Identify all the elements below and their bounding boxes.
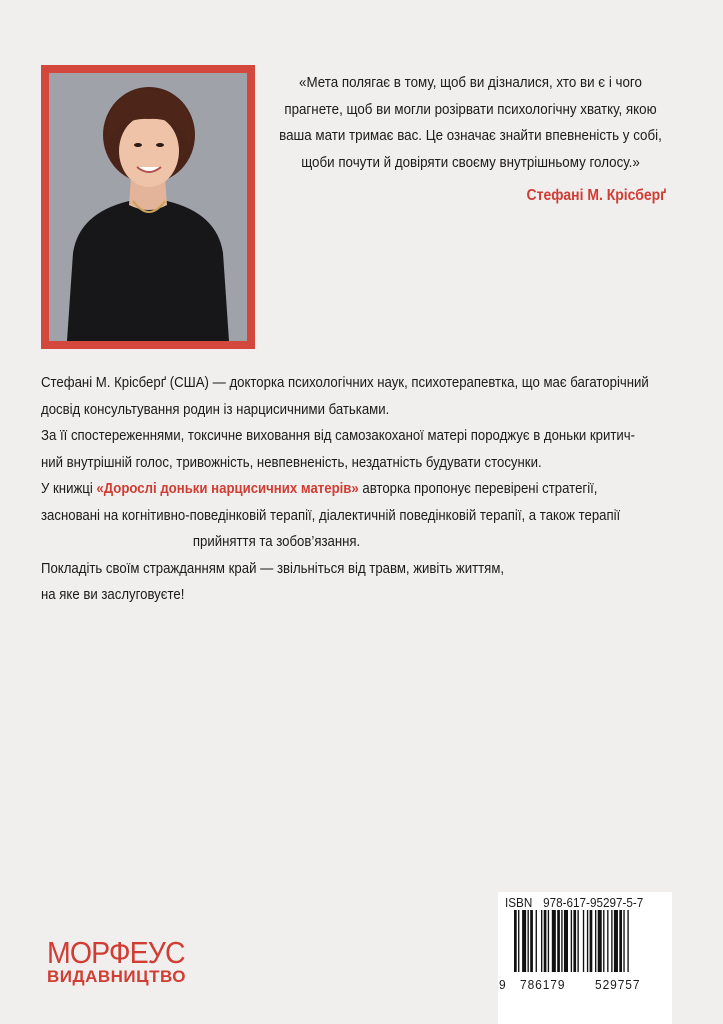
bio-book-prefix: У книжці	[41, 480, 97, 497]
bio-line: досвід консультування родин із нарцисичними батьками.	[41, 400, 390, 418]
barcode-bar	[518, 910, 519, 972]
barcode-bar	[541, 910, 542, 972]
barcode-bar	[577, 910, 578, 972]
barcode-digits-right: 529757	[595, 977, 641, 992]
publisher-subtitle: ВИДАВНИЦТВО	[47, 967, 187, 986]
quote-line: прагнете, щоб ви могли розірвати психологічну хватку, якою	[284, 100, 657, 118]
barcode-bar	[557, 910, 560, 972]
barcode-digits-left: 786179	[520, 977, 566, 992]
bio-closing-line: на яке ви заслуговуєте!	[41, 586, 185, 603]
barcode-bar	[530, 910, 533, 972]
barcode-bar	[552, 910, 556, 972]
quote-line: ваша мати тримає вас. Це означає знайти впевненість у собі,	[279, 127, 662, 144]
barcode-bar	[627, 910, 628, 972]
barcode-bar	[607, 910, 608, 972]
isbn-label	[505, 895, 643, 910]
barcode-bar	[595, 910, 596, 972]
author-photo-frame	[41, 65, 255, 349]
barcode-bar	[548, 910, 549, 972]
barcode-bar	[522, 910, 526, 972]
bio-closing-line: Покладіть своїм стражданням край — звільніться від травм, живіть життям,	[41, 559, 505, 577]
barcode-bar	[536, 910, 537, 972]
author-bio	[41, 370, 666, 609]
barcode	[498, 910, 672, 980]
author-quote	[276, 70, 665, 176]
barcode-digit-first: 9	[499, 977, 507, 992]
barcode-bar	[614, 910, 618, 972]
bio-book-suffix: авторка пропонує перевірені стратегії,	[358, 480, 598, 497]
isbn-number: 978-617-95297-5-7	[543, 895, 644, 910]
publisher-logo	[47, 937, 197, 985]
barcode-bar	[573, 910, 576, 972]
bio-line: ний внутрішній голос, тривожність, невпевненість, нездатність будувати стосунки.	[41, 453, 542, 471]
barcode-bar	[590, 910, 593, 972]
quote-author: Стефані М. Крісберґ	[526, 187, 666, 204]
author-photo	[49, 73, 247, 341]
barcode-bar	[603, 910, 604, 972]
barcode-bar	[571, 910, 572, 972]
quote-line: щоби почути й довіряти своєму внутрішньому голосу.»	[301, 153, 640, 171]
barcode-bar	[619, 910, 622, 972]
isbn-prefix: ISBN	[505, 895, 533, 910]
bio-line: За її спостереженнями, токсичне виховання від самозакоханої матері породжує в доньки критич-	[41, 427, 635, 444]
quote-line: «Мета полягає в тому, щоб ви дізналися, хто ви є і чого	[299, 74, 642, 91]
barcode-bar	[583, 910, 584, 972]
barcode-bar	[611, 910, 612, 972]
bio-book-line	[41, 476, 666, 503]
barcode-bar	[564, 910, 568, 972]
bio-line: Стефані М. Крісберґ (США) — докторка психологічних наук, психотерапевтка, що має багаторічний	[41, 374, 649, 391]
book-title: «Дорослі доньки нарцисичних матерів»	[96, 480, 359, 497]
barcode-bar	[544, 910, 547, 972]
barcode-bar	[587, 910, 588, 972]
publisher-name: МОРФЕУС	[47, 935, 185, 970]
barcode-bar	[514, 910, 517, 972]
barcode-bar	[561, 910, 562, 972]
barcode-bar	[598, 910, 602, 972]
barcode-bar	[623, 910, 624, 972]
bio-line: засновані на когнітивно-поведінковій терапії, діалектичній поведінковій терапії, а також терапії	[41, 506, 621, 524]
isbn-barcode-block	[498, 892, 672, 1024]
bio-line: прийняття та зобов’язання.	[192, 533, 361, 550]
barcode-bar	[528, 910, 529, 972]
